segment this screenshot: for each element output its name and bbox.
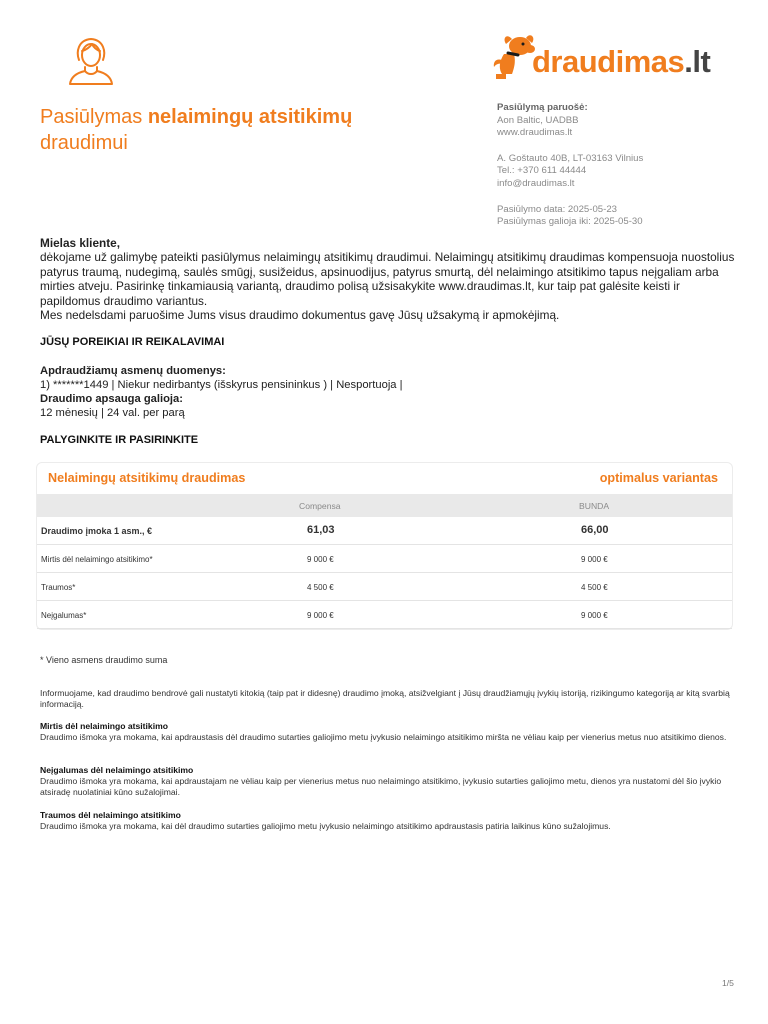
definition-text: Draudimo išmoka yra mokama, kai apdraustasis dėl draudimo sutarties galiojimo metu įvykusio nelaimingo atsitikimo miršta ne vėliau kaip per vienerius metus nuo atsitikimo dienos.: [40, 731, 727, 742]
column-header-bunda: BUNDA: [579, 501, 610, 511]
compare-section-title: PALYGINKITE IR PASIRINKITE: [40, 434, 199, 446]
logo-tld: .lt: [684, 44, 711, 79]
coverage-label: Draudimo apsauga galioja:: [40, 393, 183, 405]
table-row: [37, 573, 732, 601]
info-paragraph: Informuojame, kad draudimo bendrovė gali nustatyti kitokią (taip pat ir didesnę) draudimo įmoką, atsižvelgiant į Jūsų draudžiamųjų įvykių istoriją, rizikingumo kategoriją ar kitą svarbią informaciją.: [40, 688, 730, 709]
row-value-bunda: 4 500 €: [581, 583, 608, 592]
intro-paragraph: dėkojame už galimybę pateikti pasiūlymus nelaimingų atsitikimų draudimui. Nelaimingų atsitikimų draudimas kompensuoja nuostolius patyrus traumą, nudegimą, saulės smūgį, susižeidus, apsinuodijus, patyrus smurtą, dėl nelaimingo atsitikimo tapus neįgaliam arba mirties atveju. Pasirinkę tinkamiausią variantą, draudimo polisą užsisakykite www.draudimas.lt, kur taip pat galėsite keisti ir papildomus draudimo variantus.: [40, 250, 735, 308]
address: A. Goštauto 40B, LT-03163 Vilnius: [497, 152, 644, 164]
column-header-compensa: Compensa: [299, 501, 341, 511]
definition-death: [40, 721, 730, 743]
row-label: Draudimo įmoka 1 asm., €: [41, 526, 153, 536]
needs-section-title: JŪSŲ POREIKIAI IR REIKALAVIMAI: [40, 336, 225, 348]
definition-injury: [40, 810, 730, 832]
intro-closing: Mes nedelsdami paruošime Jums visus draudimo dokumentus gavę Jūsų užsakymą ir apmokėjimą.: [40, 308, 560, 323]
row-value-compensa: 9 000 €: [307, 555, 334, 564]
greeting: Mielas kliente,: [40, 236, 120, 250]
page-title: [40, 104, 460, 156]
table-title: Nelaimingų atsitikimų draudimas: [48, 471, 246, 485]
definition-title: Mirtis dėl nelaimingo atsitikimo: [40, 721, 168, 731]
company-name: Aon Baltic, UADBB: [497, 114, 579, 126]
row-value-compensa: 61,03: [307, 524, 335, 536]
logo-wordmark: [532, 44, 710, 80]
offer-valid-until: Pasiūlymas galioja iki: 2025-05-30: [497, 216, 643, 228]
table-row: [37, 601, 732, 629]
row-value-compensa: 9 000 €: [307, 611, 334, 620]
prepared-by-label: Pasiūlymą paruošė:: [497, 102, 588, 113]
table-header: [37, 463, 732, 493]
coverage-value: 12 mėnesių | 24 val. per parą: [40, 407, 185, 419]
website-link[interactable]: www.draudimas.lt: [497, 127, 573, 139]
offer-date: Pasiūlymo data: 2025-05-23: [497, 203, 617, 215]
footnote: * Vieno asmens draudimo suma: [40, 655, 168, 665]
row-value-compensa: 4 500 €: [307, 583, 334, 592]
row-value-bunda: 66,00: [581, 524, 609, 536]
title-bold: nelaimingų atsitikimų: [147, 106, 353, 128]
logo-name: draudimas: [532, 44, 685, 79]
definition-text: Draudimo išmoka yra mokama, kai dėl draudimo sutarties galiojimo metu įvykusio nelaimingo atsitikimo apdraustasis patiria laikinus kūno sužalojimus.: [40, 820, 611, 831]
optimal-badge: optimalus variantas: [599, 471, 718, 485]
offer-meta: [497, 102, 757, 229]
insured-details: [40, 364, 740, 420]
insured-value: 1) *******1449 | Niekur nedirbantys (išskyrus pensininkus ) | Nesportuoja |: [40, 379, 403, 391]
row-value-bunda: 9 000 €: [581, 555, 608, 564]
table-row: [37, 545, 732, 573]
definition-text: Draudimo išmoka yra mokama, kai apdraustajam ne vėliau kaip per vienerius metus nuo nelaimingo atsitikimo, įvykusio sutarties galiojimo metu, dienos yra nustatomi dėl šio įvykio atsiradę nuolatiniai kūno sužalojimai.: [40, 775, 722, 797]
table-row: [37, 517, 732, 545]
row-label: Neįgalumas*: [41, 611, 87, 620]
definition-title: Neįgalumas dėl nelaimingo atsitikimo: [40, 765, 194, 775]
comparison-table: [36, 462, 733, 630]
intro-text: [40, 236, 740, 322]
row-label: Mirtis dėl nelaimingo atsitikimo*: [41, 555, 153, 564]
definition-disability: [40, 765, 730, 797]
title-suffix: draudimui: [40, 132, 128, 154]
brand-logo[interactable]: [492, 32, 732, 88]
page-number: 1/5: [722, 978, 734, 988]
title-prefix: Pasiūlymas: [40, 106, 148, 128]
phone[interactable]: Tel.: +370 611 44444: [497, 165, 587, 177]
table-column-headers: [37, 494, 732, 517]
insured-label: Apdraudžiamų asmenų duomenys:: [40, 365, 226, 377]
person-icon: [62, 30, 120, 88]
definition-title: Traumos dėl nelaimingo atsitikimo: [40, 810, 181, 820]
row-label: Traumos*: [41, 583, 76, 592]
row-value-bunda: 9 000 €: [581, 611, 608, 620]
email-link[interactable]: info@draudimas.lt: [497, 177, 575, 189]
